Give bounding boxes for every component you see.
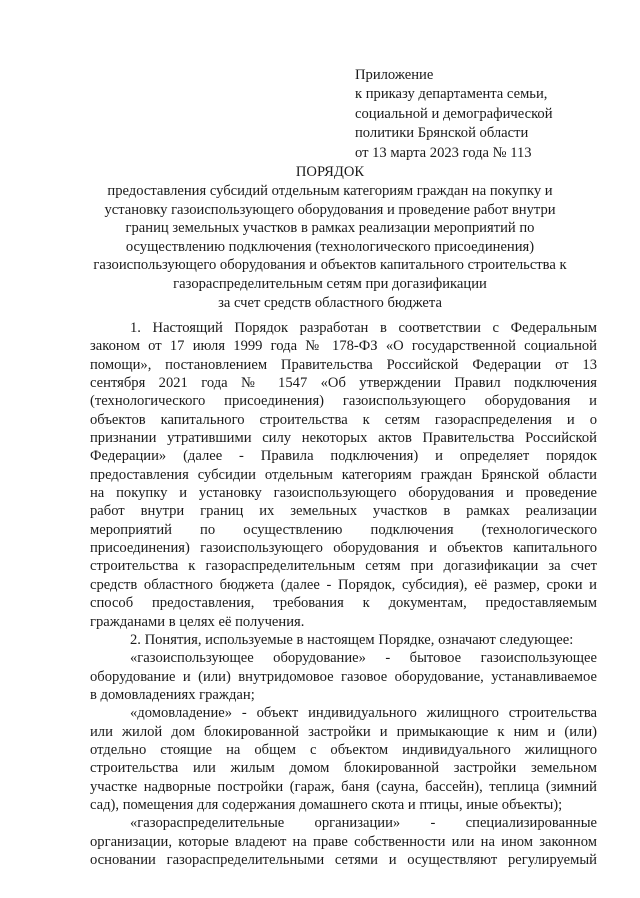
body-line: законом от 17 июля 1999 года № 178-ФЗ «О государственной социальной (90, 338, 597, 355)
body-line: в домовладениях граждан; (90, 686, 255, 703)
body-line: признании утратившими силу некоторых актов Правительства Российской (90, 430, 597, 447)
body-line: присоединения) газоиспользующего оборудования и объектов капитального (90, 540, 597, 557)
body-line: «газораспределительные организации» - специализированные (130, 815, 597, 832)
subtitle-line: предоставления субсидий отдельным категориям граждан на покупку и (107, 183, 553, 199)
appendix-line: от 13 марта 2023 года № 113 (355, 144, 532, 161)
appendix-line: социальной и демографической (355, 105, 553, 122)
body-line: предоставления субсидии отдельным категориям граждан Брянской области (90, 466, 597, 483)
body-line: объектов капитального строительства к сетям газораспределения и о (90, 411, 597, 428)
appendix-line: Приложение (355, 67, 434, 83)
body-line: средств областного бюджета (далее - Порядок, субсидия), её размер, сроки и (90, 576, 597, 593)
body-line: сад), помещения для содержания домашнего скота и птицы, иные объекты); (90, 796, 563, 813)
subtitle-line: установку газоиспользующего оборудования и проведение работ внутри (104, 201, 556, 218)
body-line: «газоиспользующее оборудование» - бытовое газоиспользующее (130, 650, 597, 667)
body-line: сентября 2021 года № 1547 «Об утверждении Правил подключения (90, 375, 597, 392)
body-line: строительства или жилым домом блокированной застройки земельном (90, 760, 597, 777)
body-line: 2. Понятия, используемые в настоящем Порядке, означают следующее: (130, 631, 574, 648)
paragraph-1 (90, 319, 597, 631)
subtitle-line: осуществлению подключения (технологического присоединения) (125, 238, 535, 255)
body-line: отдельно стоящие на общем с объектом индивидуального жилищного (90, 741, 597, 758)
paragraph-2 (90, 631, 597, 649)
body-line: (технологического присоединения) газоиспользующего оборудования и (90, 393, 597, 410)
body-line: «домовладение» - объект индивидуального жилищного строительства (130, 705, 597, 722)
subtitle-line: газораспределительным сетям при догазификации (173, 275, 487, 292)
appendix-block (355, 66, 615, 163)
paragraph-4 (90, 704, 597, 814)
body-line: или жилой дом блокированной застройки и примыкающие к ним и (или) (90, 723, 597, 740)
body-line: оборудование и (или) внутридомовое газовое оборудование, устанавливаемое (90, 668, 597, 685)
body-line: строительства к газораспределительным сетям при догазификации за счет (90, 558, 597, 575)
appendix-line: политики Брянской области (355, 125, 529, 142)
document-title: ПОРЯДОК (295, 164, 365, 180)
paragraph-3 (90, 649, 597, 704)
body-line: основании газораспределительными сетями и осуществляют регулируемый (90, 851, 597, 868)
document-body (90, 319, 597, 869)
document-subtitle (80, 182, 580, 312)
body-line: способ предоставления, требования к документам, предоставляемым (90, 595, 597, 612)
body-line: помощи», постановлением Правительства Российской Федерации от 13 (90, 356, 597, 373)
body-line: Федерации» (далее - Правила подключения) и определяет порядок (90, 448, 597, 465)
body-line: 1. Настоящий Порядок разработан в соответствии с Федеральным (130, 320, 597, 336)
body-line: работ внутри границ их земельных участков в рамках реализации (90, 503, 597, 520)
body-line: на покупку и установку газоиспользующего оборудования и проведение (90, 485, 597, 502)
appendix-line: к приказу департамента семьи, (355, 86, 548, 103)
paragraph-5 (90, 814, 597, 869)
subtitle-line: за счет средств областного бюджета (218, 294, 442, 311)
body-line: гражданами в целях её получения. (90, 613, 305, 630)
subtitle-line: границ земельных участков в рамках реализации мероприятий по (125, 220, 535, 237)
body-line: организации, которые владеют на праве собственности или на ином законном (90, 833, 597, 850)
subtitle-line: газоиспользующего оборудования и объектов капитального строительства к (93, 257, 567, 274)
body-line: участке надворные постройки (гараж, баня (сауна, бассейн), теплица (зимний (90, 778, 597, 795)
body-line: мероприятий по осуществлению подключения (технологического (90, 521, 597, 538)
